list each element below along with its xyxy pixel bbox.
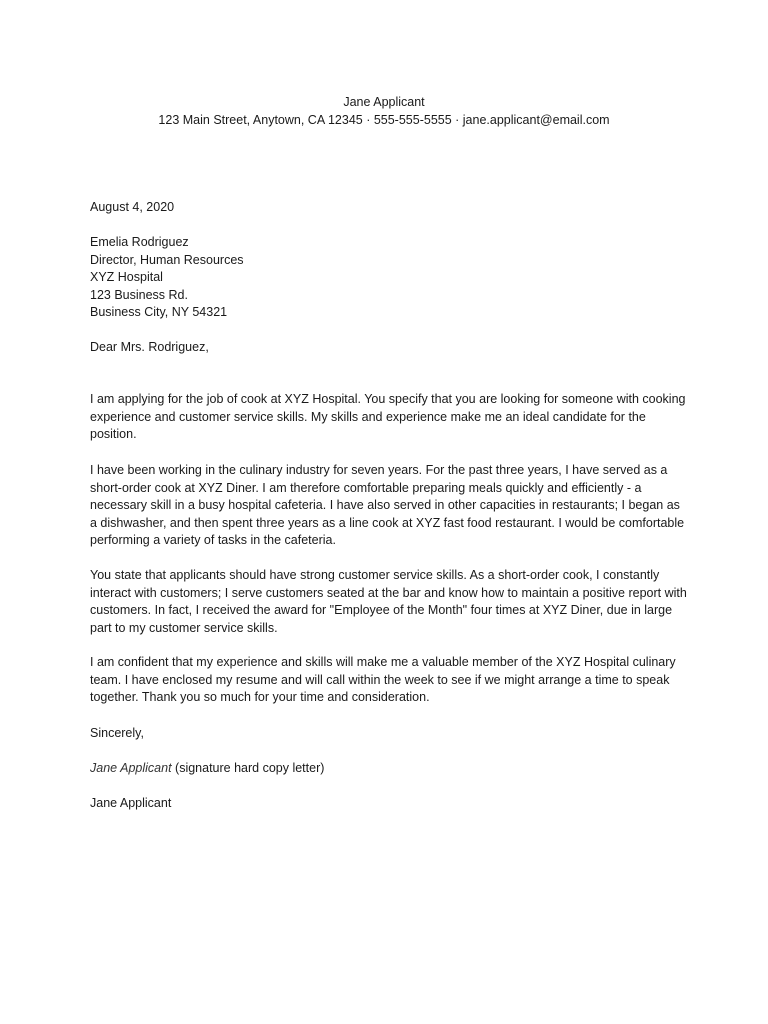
signature-line bbox=[90, 760, 690, 778]
recipient-name: Emelia Rodriguez bbox=[90, 235, 189, 249]
paragraph-2: I have been working in the culinary industry for seven years. For the past three years, I have served as a short-order cook at XYZ Diner. I am therefore comfortable preparing meals quickly and efficiently - a necessary skill in a busy hospital cafeteria. I have also served in other capacities in restaurants; I began as a dishwasher, and then spent three years as a line cook at XYZ fast food restaurant. I would be comfortable performing a variety of tasks in the cafeteria. bbox=[90, 463, 685, 547]
letter-date: August 4, 2020 bbox=[90, 200, 175, 214]
signature-italic: Jane Applicant bbox=[90, 761, 172, 775]
recipient-block bbox=[90, 234, 690, 322]
paragraph-1: I am applying for the job of cook at XYZ Hospital. You specify that you are looking for someone with cooking experience and customer service skills. My skills and experience make me an ideal candidate for the position. bbox=[90, 392, 686, 441]
sender-name: Jane Applicant bbox=[343, 95, 425, 109]
recipient-company: XYZ Hospital bbox=[90, 270, 163, 284]
paragraph-4: I am confident that my experience and skills will make me a valuable member of the XYZ Hospital culinary team. I have enclosed my resume and will call within the week to see if we might arrange a time to speak together. Thank you so much for your time and consideration. bbox=[90, 655, 676, 704]
signer-name: Jane Applicant bbox=[90, 796, 172, 810]
letter-header bbox=[0, 93, 768, 129]
salutation: Dear Mrs. Rodriguez, bbox=[90, 340, 209, 354]
recipient-city: Business City, NY 54321 bbox=[90, 305, 228, 319]
sender-contact: 123 Main Street, Anytown, CA 12345 · 555-555-5555 · jane.applicant@email.com bbox=[158, 113, 610, 127]
closing: Sincerely, bbox=[90, 726, 144, 740]
signature-note: (signature hard copy letter) bbox=[175, 761, 325, 775]
recipient-title: Director, Human Resources bbox=[90, 252, 244, 267]
recipient-street: 123 Business Rd. bbox=[90, 287, 188, 302]
paragraph-3: You state that applicants should have strong customer service skills. As a short-order cook, I constantly interact with customers; I serve customers seated at the bar and know how to maintain a positive report with customers. In fact, I received the award for "Employee of the Month" four times at XYZ Diner, due in large part to my customer service skills. bbox=[90, 568, 687, 635]
